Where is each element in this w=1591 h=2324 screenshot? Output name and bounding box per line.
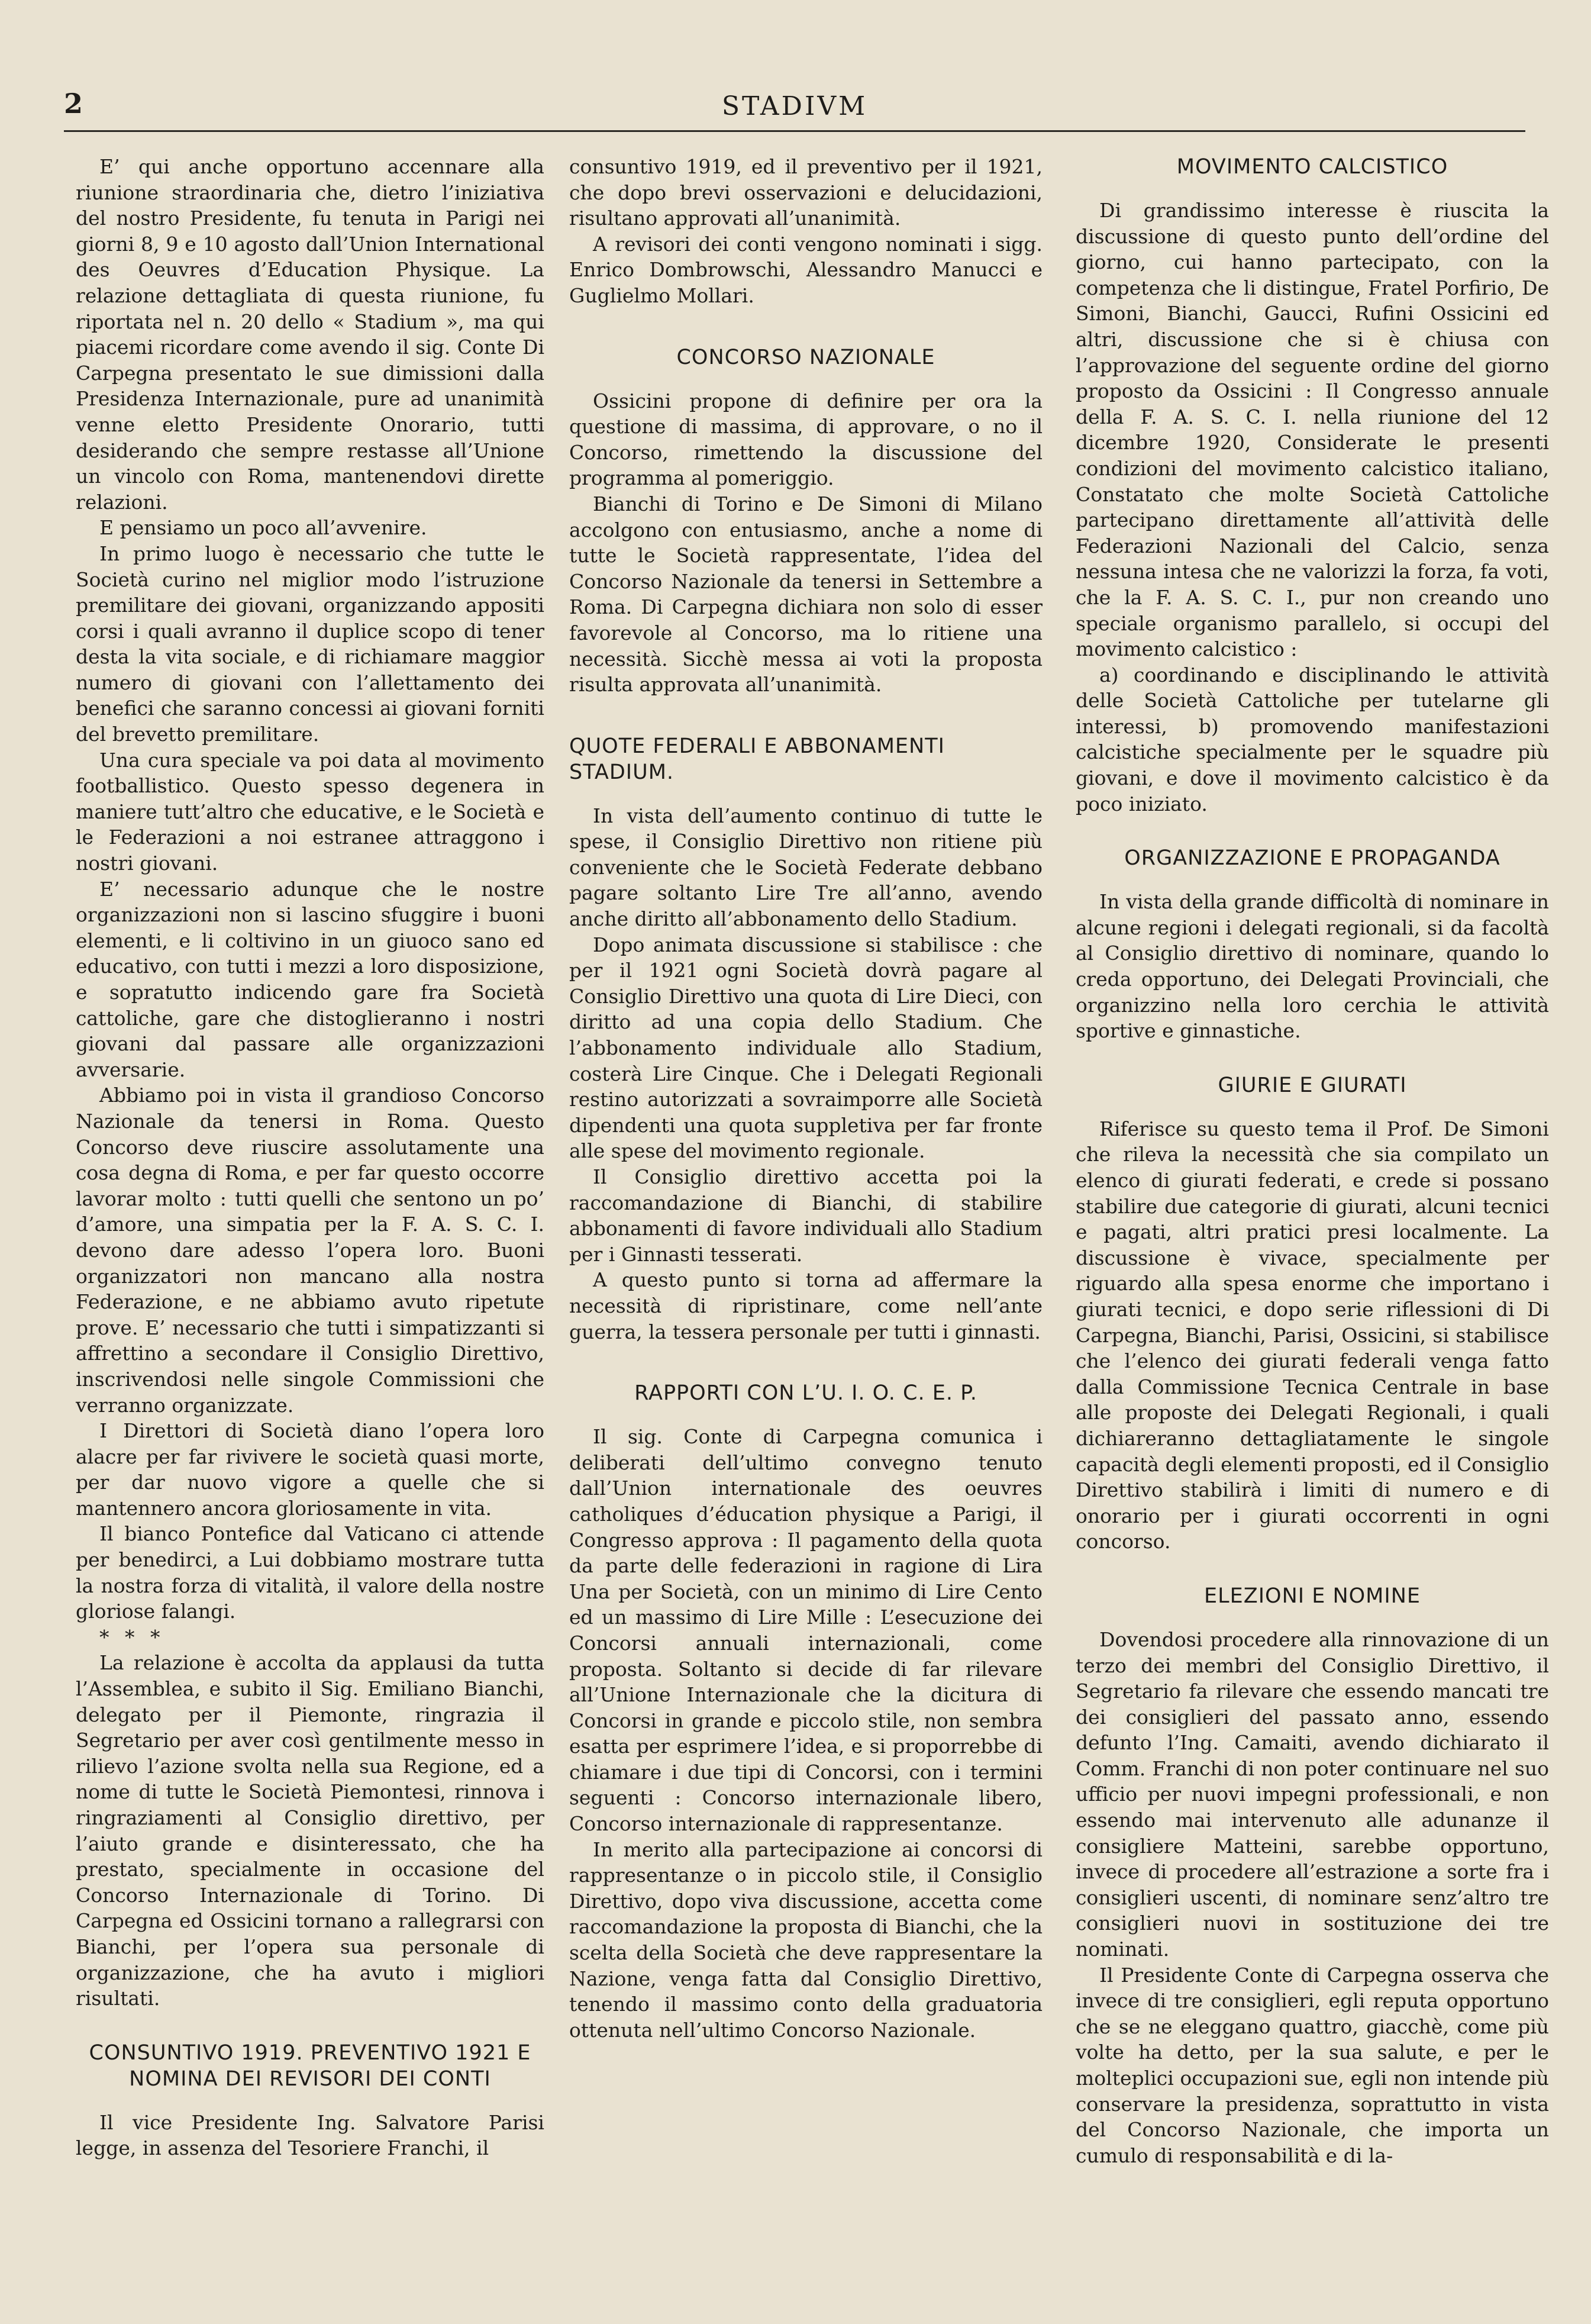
section-heading-concorso: CONCORSO NAZIONALE (676, 345, 935, 369)
section-heading-organizzazione: ORGANIZZAZIONE E PROPAGANDA (1124, 846, 1500, 871)
paragraph: In vista dell’aumento continuo di tutte le spese, il Consiglio Direttivo non ritiene più conveniente che le Società Federate debbano pagare soltanto Lire Tre all’anno, avendo anche diritto all’abbonamento dello Stadium. (569, 804, 1043, 931)
paragraph: Dopo animata discussione si stabilisce : che per il 1921 ogni Società dovrà pagare al Consiglio Direttivo una quota di Lire Dieci, con diritto ad una copia dello Stadium. Che l’abbonamento individuale allo Stadium, costerà Lire Cinque. Che i Delegati Regionali restino autorizzati a sovraimporre alle Società dipendenti una quota suppletiva per far fronte alle spese del movimento regionale. (569, 933, 1043, 1163)
paragraph: In primo luogo è necessario che tutte le Società curino nel miglior modo l’istruzione premilitare dei giovani, organizzando appositi corsi i quali avranno il duplice scopo di tener desta la vita sociale, e di richiamare maggior numero di giovani con l’allettamento dei benefici che saranno concessi ai giovani forniti del brevetto premilitare. (76, 541, 544, 746)
section-heading-movimento: MOVIMENTO CALCISTICO (1176, 155, 1448, 179)
paragraph: Il Presidente Conte di Carpegna osserva che invece di tre consiglieri, egli reputa opportuno che se ne eleggano quattro, giacchè, come più volte ha detto, per la sua salute, e per le molteplici occupazioni sue, egli non intende più conservare la presidenza, soprattutto in vista del Concorso Nazionale, che importa un cumulo di responsabilità e di la- (1076, 1963, 1549, 2167)
paragraph: In merito alla partecipazione ai concorsi di rappresentanze o in piccolo stile, il Consiglio Direttivo, dopo viva discussione, accetta come raccomandazione la proposta di Bianchi, che la scelta della Società che deve rappresentare la Nazione, venga fatta dal Consiglio Direttivo, tenendo il massimo conto della graduatoria ottenuta nell’ultimo Concorso Nazionale. (569, 1838, 1043, 2042)
masthead-title: STADIVM (721, 91, 868, 121)
section-heading-giurie: GIURIE E GIURATI (1218, 1073, 1407, 1097)
page-number: 2 (64, 88, 83, 120)
paragraph: E’ qui anche opportuno accennare alla riunione straordinaria che, dietro l’iniziativa del nostro Presidente, fu tenuta in Parigi nei giorni 8, 9 e 10 agosto dall’Union International des Oeuvres d’Education Physique. La relazione dettagliata di questa riunione, fu riportata nel n. 20 dello « Stadium », ma qui piacemi ricordare come avendo il sig. Conte Di Carpegna presentato le sue dimissioni dalla Presidenza Internazionale, pure ad unanimità venne eletto Presidente Onorario, tutti desiderando che sempre restasse all’Unione un vincolo con Roma, mantenendovi dirette relazioni. (76, 155, 544, 514)
paragraph: Riferisce su questo tema il Prof. De Simoni che rileva la necessità che sia compilato un elenco di giurati federati, e crede si possano stabilire due categorie di giurati, alcuni tecnici e pagati, altri pratici presi localmente. La discussione è vivace, specialmente per riguardo alla spesa enorme che importano i giurati tecnici, e dopo serie riflessioni di Di Carpegna, Bianchi, Parisi, Ossicini, si stabilisce che l’elenco dei giurati federali venga fatto dalla Commissione Tecnica Centrale in base alle proposte dei Delegati Regionali, i quali dichiareranno dettagliatamente le singole capacità degli elementi proposti, ed il Consiglio Direttivo stabilirà i limiti di numero e di onorario per i giurati occorrenti in ogni concorso. (1076, 1117, 1549, 1553)
section-heading-quote: QUOTE FEDERALI E ABBONAMENTI STADIUM. (569, 734, 945, 784)
paragraph: Il bianco Pontefice dal Vaticano ci attende per benedirci, a Lui dobbiamo mostrare tutta la nostra forza di vitalità, il valore della nostre gloriose falangi. (76, 1522, 544, 1623)
section-heading-rapporti: RAPPORTI CON L’U. I. O. C. E. P. (634, 1381, 977, 1406)
column-2 (569, 154, 1043, 2043)
paragraph: La relazione è accolta da applausi da tutta l’Assemblea, e subito il Sig. Emiliano Bianchi, delegato per il Piemonte, ringrazia il Segretario per aver così gentilmente messo in rilievo l’azione svolta nella sua Regione, ed a nome di tutte le Società Piemontesi, rinnova i ringraziamenti al Consiglio direttivo, per l’aiuto grande e disinteressato, che ha prestato, specialmente in occasione del Concorso Internazionale di Torino. Di Carpegna ed Ossicini tornano a rallegrarsi con Bianchi, per l’opera sua personale di organizzazione, che ha avuto i migliori risultati. (76, 1651, 544, 2010)
paragraph: Ossicini propone di definire per ora la questione di massima, di approvare, o no il Concorso, rimettendo la discussione del programma al pomeriggio. (569, 389, 1043, 490)
paragraph: E’ necessario adunque che le nostre organizzazioni non si lascino sfuggire i buoni elementi, e li coltivino in un giuoco sano ed educativo, con tutti i mezzi a loro disposizione, e sopratutto indicendo gare fra Società cattoliche, gare che distoglieranno i nostri giovani dal passare alle organizzazioni avversarie. (76, 877, 544, 1081)
paragraph: Il Consiglio direttivo accetta poi la raccomandazione di Bianchi, di stabilire abbonamenti di favore individuali allo Stadium per i Ginnasti tesserati. (569, 1165, 1043, 1266)
paragraph: A questo punto si torna ad affermare la necessità di ripristinare, come nell’ante guerra, la tessera personale per tutti i ginnasti. (569, 1268, 1043, 1343)
section-heading-consuntivo: CONSUNTIVO 1919. PREVENTIVO 1921 E NOMINA DEI REVISORI DEI CONTI (89, 2041, 531, 2091)
section-heading-elezioni: ELEZIONI E NOMINE (1204, 1584, 1421, 1608)
page-header (64, 83, 1525, 132)
paragraph: Una cura speciale va poi data al movimento footballistico. Questo spesso degenera in maniere tutt’altro che educative, e le Società e le Federazioni a noi estranee attraggono i nostri giovani. (76, 748, 544, 875)
paragraph: Il sig. Conte di Carpegna comunica i deliberati dell’ultimo convegno tenuto dall’Union internationale des oeuvres catholiques d’éducation physique a Parigi, il Congresso approva : Il pagamento della quota da parte delle federazioni in ragione di Lira Una per Società, con un minimo di Lire Cento ed un massimo di Lire Mille : L’esecuzione dei Concorsi annuali internazionali, come proposta. Soltanto si decide di far rilevare all’Unione Internazionale che la dicitura di Concorsi in grande e piccolo stile, non sembra esatta per esprimere l’idea, e si proporrebbe di chiamare i due tipi di Concorsi, con i termini seguenti : Concorso internazionale libero, Concorso internazionale di rappresentanze. (569, 1425, 1043, 1836)
paragraph: a) coordinando e disciplinando le attività delle Società Cattoliche per tutelarne gli interessi, b) promovendo manifestazioni calcistiche specialmente per le squadre più giovani, e dove il movimento calcistico è da poco iniziato. (1076, 663, 1549, 816)
paragraph: A revisori dei conti vengono nominati i sigg. Enrico Dombrowschi, Alessandro Manucci e Guglielmo Mollari. (569, 232, 1043, 307)
paragraph: In vista della grande difficoltà di nominare in alcune regioni i delegati regionali, si da facoltà al Consiglio direttivo di nominare, quando lo creda opportuno, dei Delegati Provinciali, che organizzino nella loro cerchia le attività sportive e ginnastiche. (1076, 890, 1549, 1043)
paragraph: Il vice Presidente Ing. Salvatore Parisi legge, in assenza del Tesoriere Franchi, il (76, 2110, 544, 2160)
paragraph: Abbiamo poi in vista il grandioso Concorso Nazionale da tenersi in Roma. Questo Concorso deve riuscire assolutamente una cosa degna di Roma, e per far questo occorre lavorar molto : tutti quelli che sentono un po’ d’amore, una simpatia per la F. A. S. C. I. devono dare adesso l’opera loro. Buoni organizzatori non mancano alla nostra Federazione, e ne abbiamo avuto ripetute prove. E’ necessario che tutti i simpatizzanti si affrettino a secondare il Consiglio Direttivo, inscrivendosi nelle singole Commissioni che verranno organizzate. (76, 1084, 544, 1417)
paragraph: Bianchi di Torino e De Simoni di Milano accolgono con entusiasmo, anche a nome di tutte le Società rappresentate, l’idea del Concorso Nazionale da tenersi in Settembre a Roma. Di Carpegna dichiara non solo di esser favorevole al Concorso, ma lo ritiene una necessità. Sicchè messa ai voti la proposta risulta approvata all’unanimità. (569, 492, 1043, 697)
paragraph: Dovendosi procedere alla rinnovazione di un terzo dei membri del Consiglio Direttivo, il Segretario fa rilevare che essendo mancati tre dei consiglieri del passato anno, essendo defunto l’Ing. Camaiti, avendo dichiarato il Comm. Franchi di non poter continuare nel suo ufficio per nuovi impegni professionali, e non essendo mai intervenuto alle adunanze il consigliere Matteini, sarebbe opportuno, invece di procedere all’estrazione a sorte fra i consiglieri uscenti, di nominare senz’altro tre consiglieri nuovi in sostituzione dei tre nominati. (1076, 1627, 1549, 1961)
paragraph: I Direttori di Società diano l’opera loro alacre per far rivivere le società quasi morte, per dar nuovo vigore a quelle che si mantennero ancora gloriosamente in vita. (76, 1419, 544, 1520)
paragraph: consuntivo 1919, ed il preventivo per il 1921, che dopo brevi osservazioni e delucidazioni, risultano approvati all’unanimità. (569, 155, 1043, 230)
paragraph: E pensiamo un poco all’avvenire. (99, 516, 427, 540)
paragraph: Di grandissimo interesse è riuscita la discussione di questo punto dell’ordine del giorno, cui hanno partecipato, con la competenza che li distingue, Fratel Porfirio, De Simoni, Bianchi, Gaucci, Rufini Ossicini ed altri, discussione che si è chiusa con l’approvazione del seguente ordine del giorno proposto da Ossicini : Il Congresso annuale della F. A. S. C. I. nella riunione del 12 dicembre 1920, Considerate le presenti condizioni del movimento calcistico italiano, Constatato che molte Società Cattoliche partecipano direttamente all’attività delle Federazioni Nazionali del Calcio, senza nessuna intesa che ne valorizzi la forza, fa voti, che la F. A. S. C. I., pur non creando uno speciale organismo parallelo, si occupi del movimento calcistico : (1076, 199, 1549, 661)
column-1 (76, 154, 544, 2161)
column-3 (1076, 154, 1549, 2168)
section-separator: * * * (99, 1625, 165, 1649)
